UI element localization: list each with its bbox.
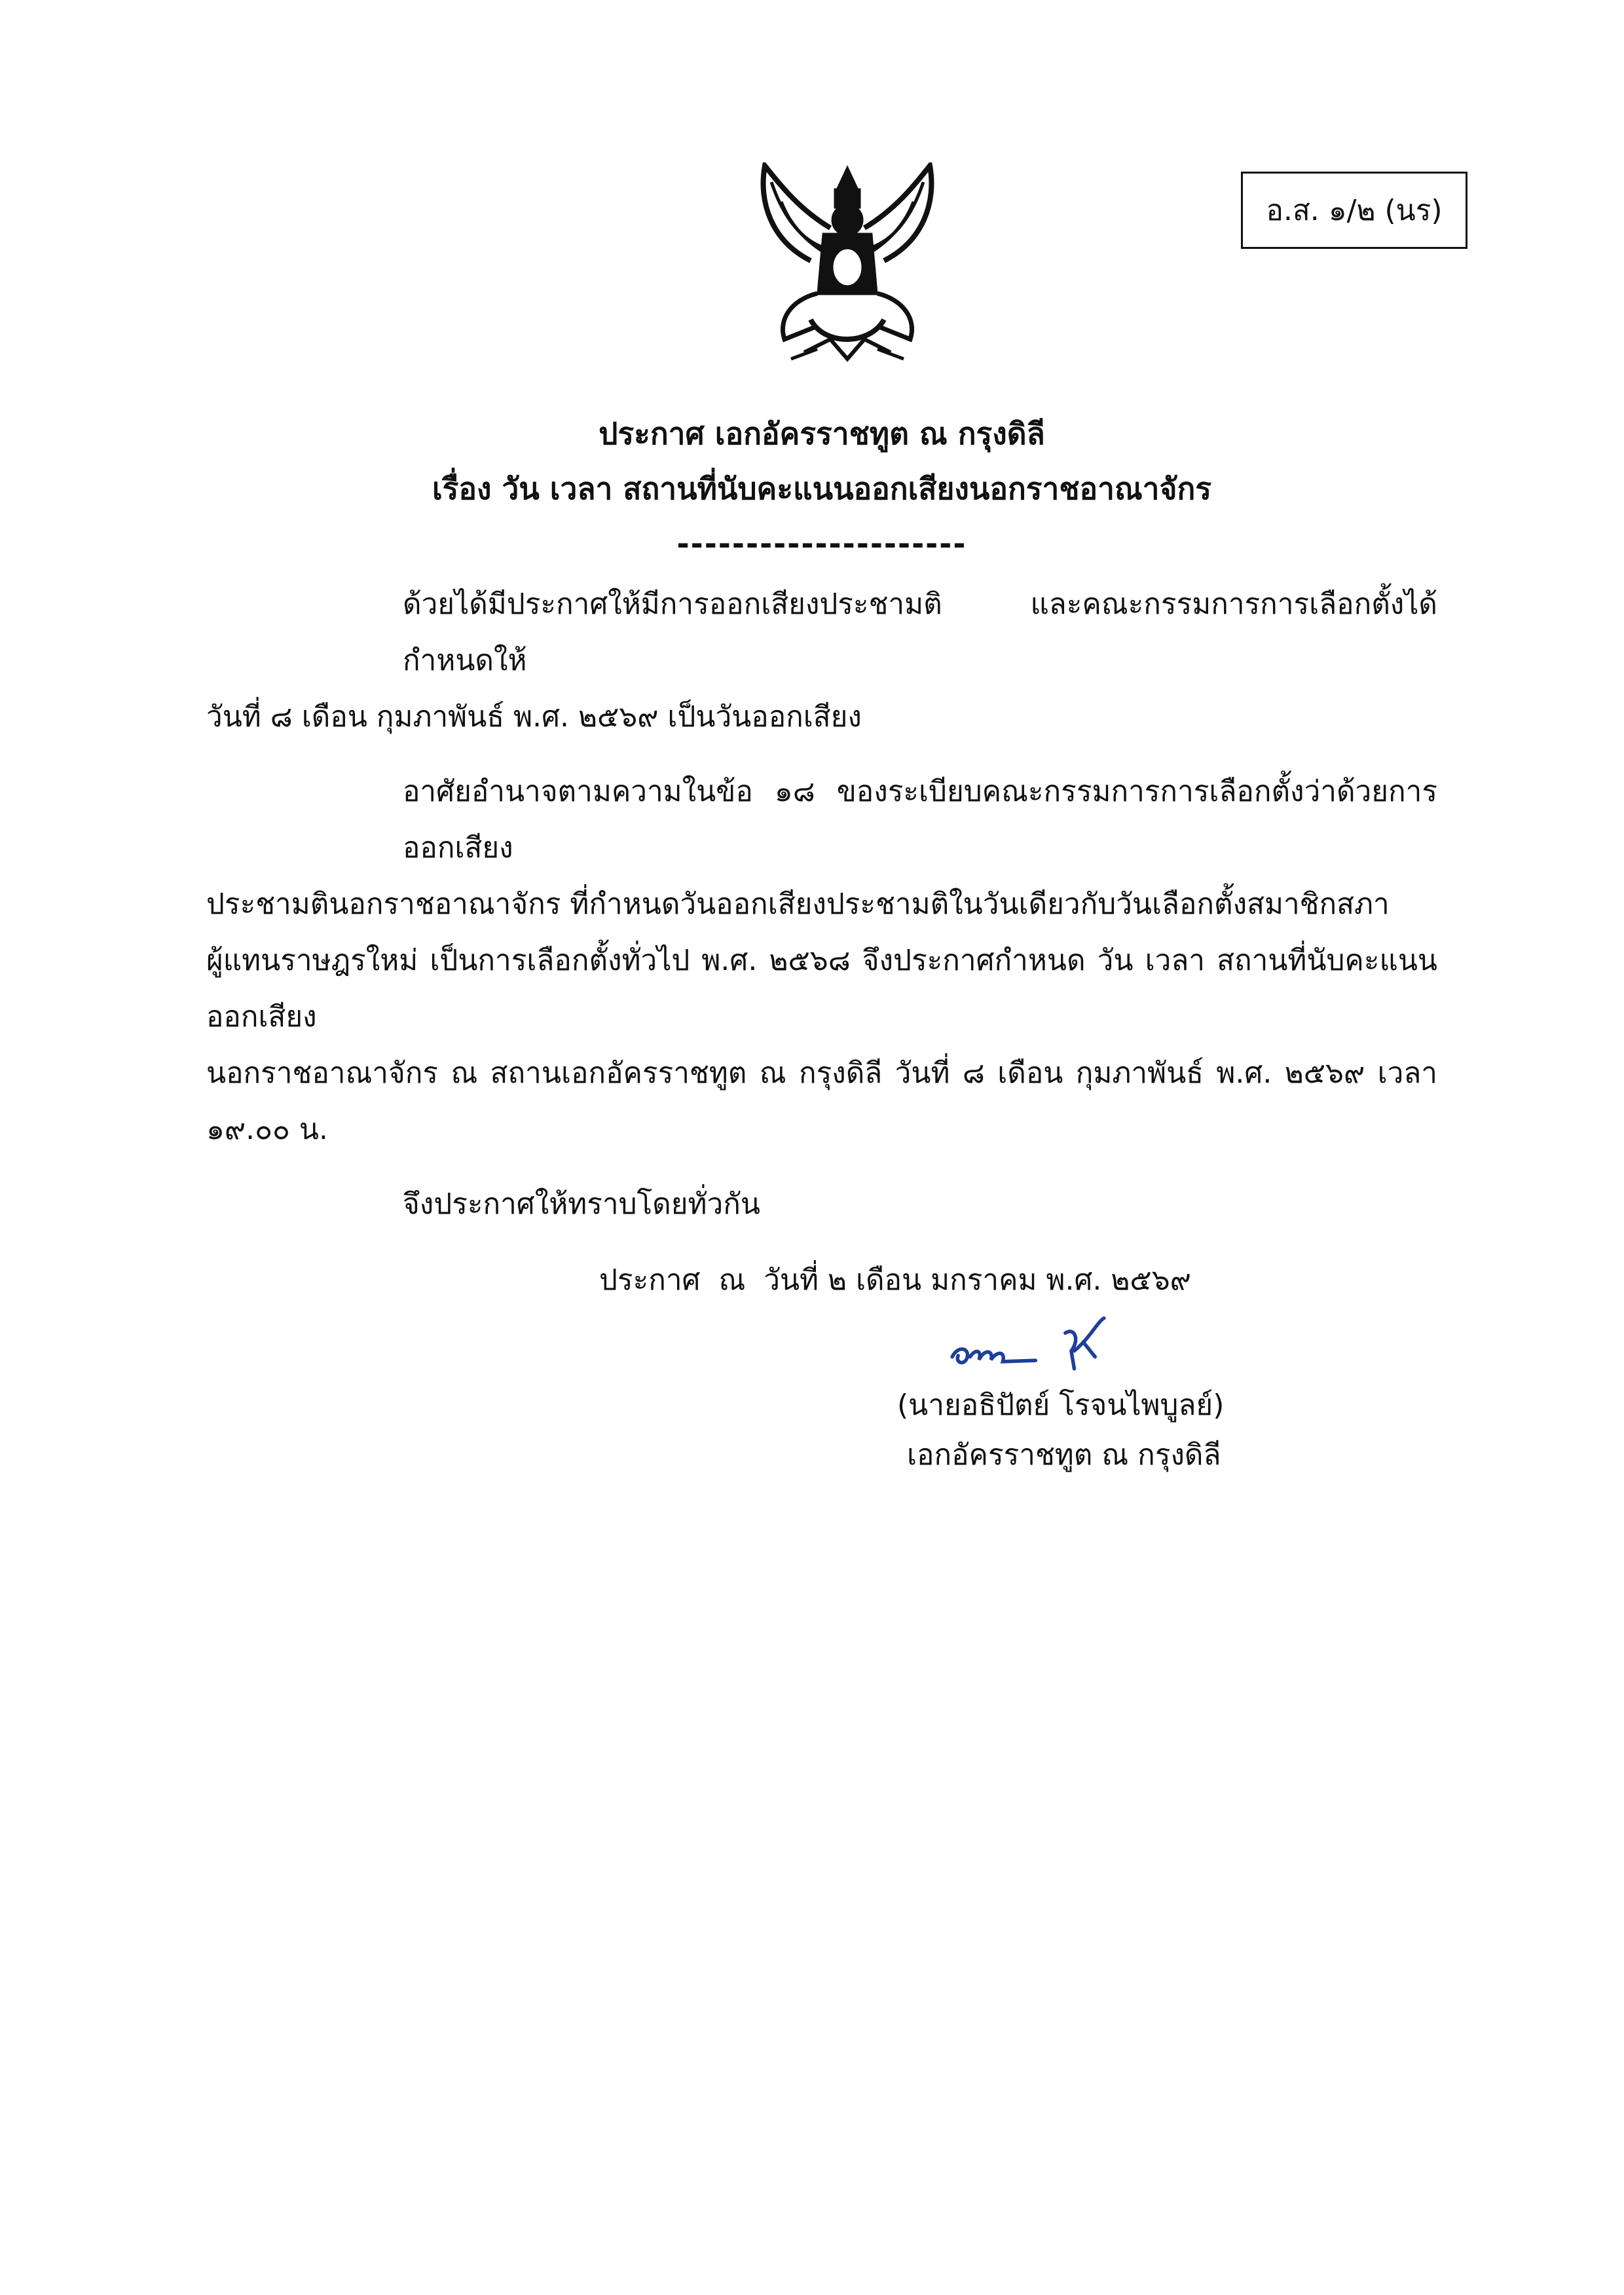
date-line: ประกาศ ณ วันที่ ๒ เดือน มกราคม พ.ศ. ๒๕๖๙ (599, 1263, 1191, 1297)
para2-line3: ผู้แทนราษฎรใหม่ เป็นการเลือกตั้งทั่วไป พ.ศ. ๒๕๖๘ จึงประกาศกำหนด วัน เวลา สถานที่นับคะแนนออกเสียง (206, 944, 1437, 1034)
signatory-position: เอกอัครราชทูต ณ กรุงดิลี (907, 1438, 1221, 1472)
announcement-title: ประกาศ เอกอัครราชทูต ณ กรุงดิลี (599, 416, 1045, 451)
signatory-name: (นายอธิปัตย์ โรจนไพบูลย์) (897, 1389, 1225, 1422)
title-separator: --------------------- (676, 526, 967, 561)
closing-line: จึงประกาศให้ทราบโดยทั่วกัน (403, 1187, 760, 1221)
signature (936, 1315, 1153, 1381)
para2-line1: อาศัยอำนาจตามความในข้อ ๑๘ ของระเบียบคณะกรรมการการเลือกตั้งว่าด้วยการออกเสียง (403, 775, 1437, 865)
form-code: อ.ส. ๑/๒ (นร) (1266, 194, 1443, 227)
garuda-emblem (752, 162, 943, 372)
para1-line1: ด้วยได้มีประกาศให้มีการออกเสียงประชามติ และคณะกรรมการการเลือกตั้งได้กำหนดให้ (403, 588, 1437, 677)
announcement-body (206, 406, 1437, 1480)
para1-line2: วันที่ ๘ เดือน กุมภาพันธ์ พ.ศ. ๒๕๖๙ เป็นวันออกเสียง (206, 700, 862, 734)
para2-line2: ประชามตินอกราชอาณาจักร ที่กำหนดวันออกเสียงประชามติในวันเดียวกับวันเลือกตั้งสมาชิกสภา (206, 887, 1390, 921)
para2-line4: นอกราชอาณาจักร ณ สถานเอกอัครราชทูต ณ กรุงดิลี วันที่ ๘ เดือน กุมภาพันธ์ พ.ศ. ๒๕๖๙ เวลา ๑๙.๐๐ น. (206, 1056, 1437, 1146)
announcement-subject: เรื่อง วัน เวลา สถานที่นับคะแนนออกเสียงนอกราชอาณาจักร (432, 471, 1212, 506)
signature-block (897, 1315, 1437, 1480)
form-code-box (1241, 172, 1467, 249)
